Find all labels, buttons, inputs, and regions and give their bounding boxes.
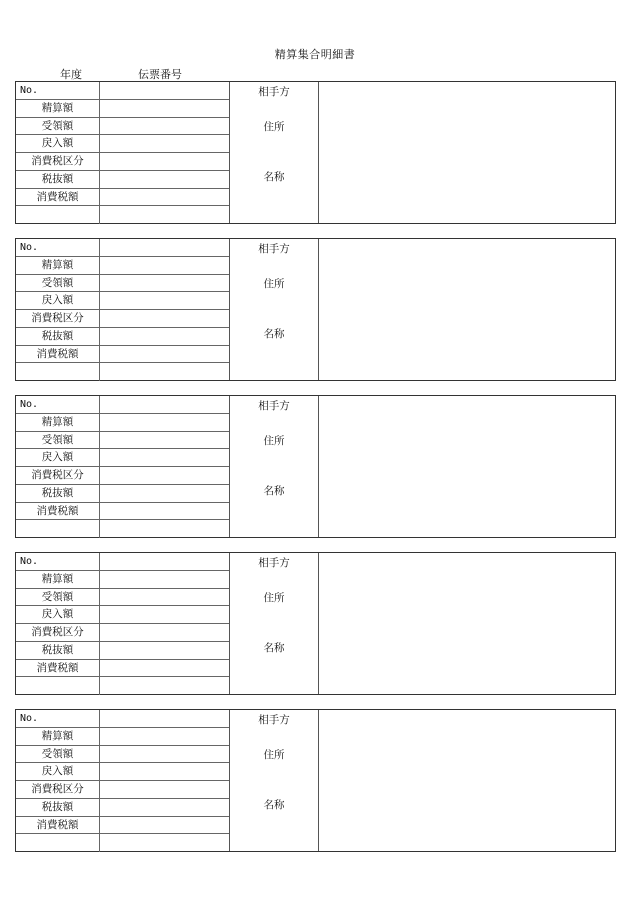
row-settlement-amount xyxy=(16,257,229,275)
row-tax-excluded-amount xyxy=(16,171,229,189)
row-no xyxy=(16,710,229,728)
row-tax-excluded-amount xyxy=(16,799,229,817)
consumption-tax-label: 消費税額 xyxy=(16,346,100,363)
settlement-amount-field[interactable] xyxy=(100,257,229,274)
received-amount-label: 受領額 xyxy=(16,432,100,449)
blank-label xyxy=(16,520,100,538)
counterparty-column xyxy=(229,82,319,223)
name-label: 名称 xyxy=(263,328,285,340)
counterparty-detail-field[interactable] xyxy=(319,82,615,223)
received-amount-field[interactable] xyxy=(100,275,229,292)
refund-amount-field[interactable] xyxy=(100,606,229,623)
name-label: 名称 xyxy=(263,642,285,654)
tax-excluded-amount-label: 税抜額 xyxy=(16,485,100,502)
row-blank xyxy=(16,677,229,695)
consumption-tax-category-field[interactable] xyxy=(100,310,229,327)
tax-excluded-amount-field[interactable] xyxy=(100,328,229,345)
no-label: No. xyxy=(16,239,100,256)
counterparty-label: 相手方 xyxy=(258,400,290,412)
row-received-amount xyxy=(16,746,229,764)
settlement-amount-label: 精算額 xyxy=(16,414,100,431)
tax-excluded-amount-label: 税抜額 xyxy=(16,328,100,345)
refund-amount-label: 戻入額 xyxy=(16,449,100,466)
settlement-amount-label: 精算額 xyxy=(16,100,100,117)
consumption-tax-label: 消費税額 xyxy=(16,503,100,520)
consumption-tax-field[interactable] xyxy=(100,189,229,206)
counterparty-column xyxy=(229,710,319,851)
address-label: 住所 xyxy=(263,121,285,133)
row-consumption-tax-category xyxy=(16,467,229,485)
counterparty-label: 相手方 xyxy=(258,557,290,569)
settlement-block-1 xyxy=(15,81,616,224)
refund-amount-field[interactable] xyxy=(100,135,229,152)
name-label: 名称 xyxy=(263,171,285,183)
received-amount-field[interactable] xyxy=(100,118,229,135)
row-received-amount xyxy=(16,275,229,293)
settlement-amount-field[interactable] xyxy=(100,100,229,117)
counterparty-column xyxy=(229,239,319,380)
received-amount-field[interactable] xyxy=(100,746,229,763)
name-label: 名称 xyxy=(263,485,285,497)
settlement-amount-label: 精算額 xyxy=(16,571,100,588)
settlement-amount-label: 精算額 xyxy=(16,728,100,745)
received-amount-field[interactable] xyxy=(100,432,229,449)
row-consumption-tax-category xyxy=(16,781,229,799)
row-refund-amount xyxy=(16,292,229,310)
settlement-block-2 xyxy=(15,238,616,381)
consumption-tax-category-label: 消費税区分 xyxy=(16,781,100,798)
blank-field[interactable] xyxy=(100,363,229,381)
row-received-amount xyxy=(16,118,229,136)
refund-amount-field[interactable] xyxy=(100,292,229,309)
row-refund-amount xyxy=(16,606,229,624)
no-label: No. xyxy=(16,82,100,99)
consumption-tax-category-field[interactable] xyxy=(100,467,229,484)
amount-rows xyxy=(16,553,229,695)
consumption-tax-category-field[interactable] xyxy=(100,781,229,798)
no-field[interactable] xyxy=(100,396,229,413)
blank-field[interactable] xyxy=(100,206,229,224)
settlement-block-5 xyxy=(15,709,616,852)
row-blank xyxy=(16,206,229,224)
row-tax-excluded-amount xyxy=(16,485,229,503)
tax-excluded-amount-label: 税抜額 xyxy=(16,799,100,816)
amount-rows xyxy=(16,82,229,224)
consumption-tax-label: 消費税額 xyxy=(16,817,100,834)
name-label: 名称 xyxy=(263,799,285,811)
blank-label xyxy=(16,834,100,852)
blank-field[interactable] xyxy=(100,520,229,538)
row-consumption-tax xyxy=(16,660,229,678)
tax-excluded-amount-field[interactable] xyxy=(100,642,229,659)
settlement-block-4 xyxy=(15,552,616,695)
blank-field[interactable] xyxy=(100,834,229,852)
address-label: 住所 xyxy=(263,749,285,761)
row-consumption-tax-category xyxy=(16,310,229,328)
amount-rows xyxy=(16,239,229,381)
slip-number-label: 伝票番号 xyxy=(138,68,182,81)
no-field[interactable] xyxy=(100,82,229,99)
settlement-block-3 xyxy=(15,395,616,538)
row-refund-amount xyxy=(16,135,229,153)
consumption-tax-label: 消費税額 xyxy=(16,660,100,677)
counterparty-detail-field[interactable] xyxy=(319,396,615,537)
refund-amount-label: 戻入額 xyxy=(16,135,100,152)
no-label: No. xyxy=(16,710,100,727)
consumption-tax-field[interactable] xyxy=(100,503,229,520)
row-refund-amount xyxy=(16,763,229,781)
received-amount-label: 受領額 xyxy=(16,589,100,606)
counterparty-label: 相手方 xyxy=(258,86,290,98)
consumption-tax-field[interactable] xyxy=(100,346,229,363)
received-amount-label: 受領額 xyxy=(16,746,100,763)
consumption-tax-label: 消費税額 xyxy=(16,189,100,206)
consumption-tax-category-field[interactable] xyxy=(100,153,229,170)
row-no xyxy=(16,82,229,100)
row-settlement-amount xyxy=(16,571,229,589)
tax-excluded-amount-field[interactable] xyxy=(100,171,229,188)
settlement-amount-field[interactable] xyxy=(100,571,229,588)
no-label: No. xyxy=(16,396,100,413)
row-consumption-tax xyxy=(16,189,229,207)
tax-excluded-amount-field[interactable] xyxy=(100,799,229,816)
row-settlement-amount xyxy=(16,100,229,118)
no-field[interactable] xyxy=(100,553,229,570)
row-no xyxy=(16,553,229,571)
received-amount-field[interactable] xyxy=(100,589,229,606)
settlement-amount-label: 精算額 xyxy=(16,257,100,274)
row-received-amount xyxy=(16,589,229,607)
consumption-tax-category-label: 消費税区分 xyxy=(16,310,100,327)
address-label: 住所 xyxy=(263,592,285,604)
consumption-tax-category-label: 消費税区分 xyxy=(16,467,100,484)
row-no xyxy=(16,239,229,257)
counterparty-detail-field[interactable] xyxy=(319,710,615,851)
blank-field[interactable] xyxy=(100,677,229,695)
counterparty-column xyxy=(229,396,319,537)
settlement-amount-field[interactable] xyxy=(100,728,229,745)
refund-amount-label: 戻入額 xyxy=(16,606,100,623)
counterparty-label: 相手方 xyxy=(258,243,290,255)
row-blank xyxy=(16,363,229,381)
row-consumption-tax xyxy=(16,346,229,364)
address-label: 住所 xyxy=(263,435,285,447)
refund-amount-label: 戻入額 xyxy=(16,292,100,309)
row-blank xyxy=(16,520,229,538)
row-blank xyxy=(16,834,229,852)
row-no xyxy=(16,396,229,414)
blank-label xyxy=(16,206,100,224)
amount-rows xyxy=(16,396,229,538)
row-tax-excluded-amount xyxy=(16,642,229,660)
row-received-amount xyxy=(16,432,229,450)
row-settlement-amount xyxy=(16,414,229,432)
counterparty-detail-field[interactable] xyxy=(319,553,615,694)
blank-label xyxy=(16,363,100,381)
no-label: No. xyxy=(16,553,100,570)
counterparty-detail-field[interactable] xyxy=(319,239,615,380)
refund-amount-field[interactable] xyxy=(100,449,229,466)
row-consumption-tax xyxy=(16,817,229,835)
row-consumption-tax-category xyxy=(16,153,229,171)
consumption-tax-category-label: 消費税区分 xyxy=(16,624,100,641)
tax-excluded-amount-label: 税抜額 xyxy=(16,171,100,188)
counterparty-label: 相手方 xyxy=(258,714,290,726)
year-label: 年度 xyxy=(60,68,82,81)
consumption-tax-category-field[interactable] xyxy=(100,624,229,641)
row-consumption-tax xyxy=(16,503,229,521)
amount-rows xyxy=(16,710,229,852)
row-settlement-amount xyxy=(16,728,229,746)
address-label: 住所 xyxy=(263,278,285,290)
consumption-tax-field[interactable] xyxy=(100,817,229,834)
tax-excluded-amount-label: 税抜額 xyxy=(16,642,100,659)
refund-amount-label: 戻入額 xyxy=(16,763,100,780)
received-amount-label: 受領額 xyxy=(16,118,100,135)
row-tax-excluded-amount xyxy=(16,328,229,346)
tax-excluded-amount-field[interactable] xyxy=(100,485,229,502)
settlement-amount-field[interactable] xyxy=(100,414,229,431)
consumption-tax-field[interactable] xyxy=(100,660,229,677)
received-amount-label: 受領額 xyxy=(16,275,100,292)
blank-label xyxy=(16,677,100,695)
no-field[interactable] xyxy=(100,710,229,727)
refund-amount-field[interactable] xyxy=(100,763,229,780)
consumption-tax-category-label: 消費税区分 xyxy=(16,153,100,170)
row-refund-amount xyxy=(16,449,229,467)
no-field[interactable] xyxy=(100,239,229,256)
counterparty-column xyxy=(229,553,319,694)
row-consumption-tax-category xyxy=(16,624,229,642)
document-title: 精算集合明細書 xyxy=(274,48,356,61)
